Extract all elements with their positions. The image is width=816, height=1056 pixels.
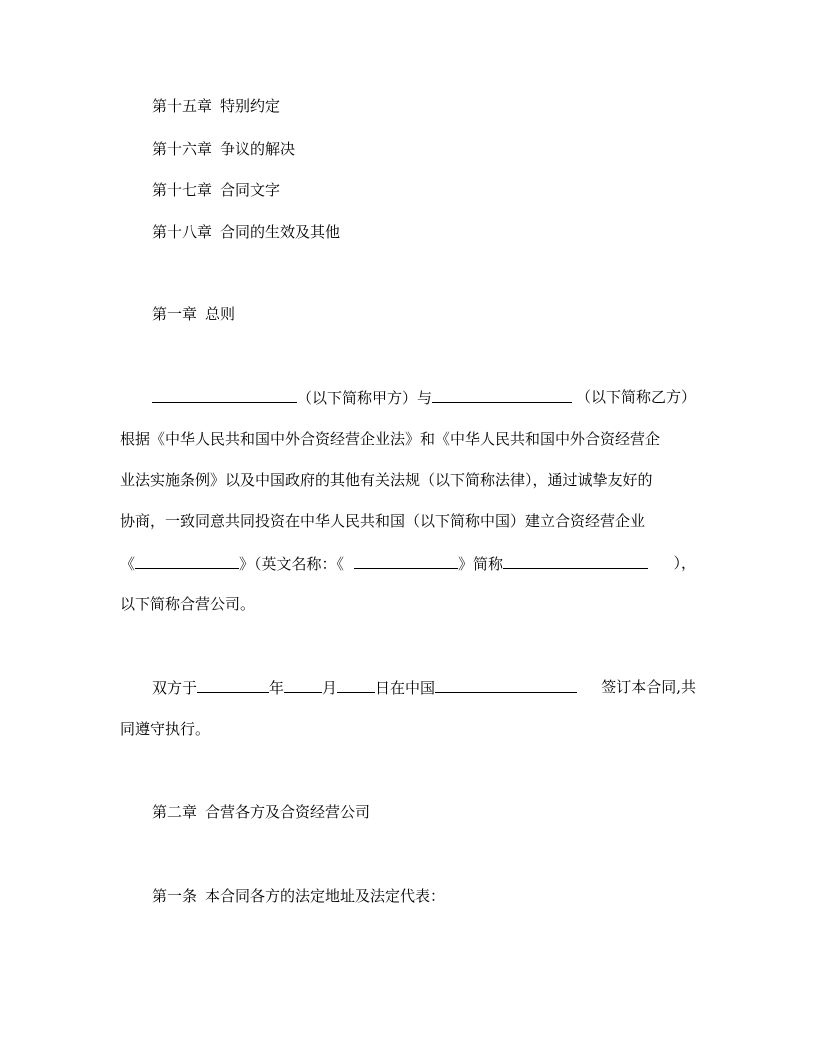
paragraph-line — [120, 677, 696, 698]
toc-item — [152, 180, 728, 200]
toc-chapter-title: 特别约定 — [220, 97, 281, 115]
paragraph-line: 业法实施条例》以及中国政府的其他有关法规（以下简称法律），通过诚挚友好的 — [120, 471, 653, 489]
paragraph-line: 以下简称合营公司。 — [120, 595, 256, 613]
paragraph-line: 根据《中华人民共和国中外合资经营企业法》和《中华人民共和国中外合资经营企 — [120, 430, 661, 448]
sign-text: 双方于 — [152, 679, 198, 697]
paragraph-line — [120, 553, 696, 574]
english-name-blank[interactable] — [354, 553, 458, 569]
sign-text-end: 签订本合同,共 — [601, 678, 696, 696]
month-label: 月 — [322, 679, 338, 697]
company-name-blank[interactable] — [135, 553, 239, 569]
chapter-number: 第二章 — [152, 803, 198, 821]
toc-chapter-number: 第十五章 — [152, 97, 213, 115]
toc-item — [152, 222, 728, 242]
chapter-title: 总则 — [205, 305, 236, 323]
party-b-text: （以下简称乙方） — [575, 388, 696, 406]
chapter-heading — [152, 802, 728, 822]
bracket-open: 《 — [120, 555, 136, 573]
year-blank[interactable] — [197, 677, 269, 693]
month-blank[interactable] — [284, 677, 322, 693]
article-heading — [152, 886, 728, 906]
chapter-title: 合营各方及合资经营公司 — [205, 803, 371, 821]
toc-chapter-number: 第十八章 — [152, 223, 213, 241]
toc-item — [152, 139, 728, 159]
party-a-blank[interactable] — [152, 387, 297, 403]
article-number: 第一条 — [152, 887, 198, 905]
party-a-text: （以下简称甲方）与 — [297, 389, 433, 407]
paragraph-line: 同遵守执行。 — [120, 720, 211, 738]
day-blank[interactable] — [337, 677, 375, 693]
toc-chapter-title: 合同文字 — [220, 181, 281, 199]
chapter-number: 第一章 — [152, 305, 198, 323]
abbrev-blank[interactable] — [503, 553, 648, 569]
article-title: 本合同各方的法定地址及法定代表： — [205, 887, 446, 905]
english-name-label: 》（英文名称：《 — [239, 555, 345, 573]
day-label: 日在中国 — [375, 679, 436, 697]
toc-chapter-number: 第十六章 — [152, 140, 213, 158]
year-label: 年 — [269, 679, 285, 697]
place-blank[interactable] — [435, 677, 577, 693]
abbrev-label: 》简称 — [458, 555, 504, 573]
bracket-close: ）， — [673, 554, 696, 572]
paragraph-line — [120, 387, 696, 408]
toc-chapter-title: 合同的生效及其他 — [220, 223, 341, 241]
toc-chapter-title: 争议的解决 — [220, 140, 296, 158]
party-b-blank[interactable] — [432, 387, 572, 403]
paragraph-line: 协商，一致同意共同投资在中华人民共和国（以下简称中国）建立合资经营企业 — [120, 512, 646, 530]
toc-chapter-number: 第十七章 — [152, 181, 213, 199]
toc-item — [152, 96, 728, 116]
chapter-heading — [152, 304, 728, 324]
